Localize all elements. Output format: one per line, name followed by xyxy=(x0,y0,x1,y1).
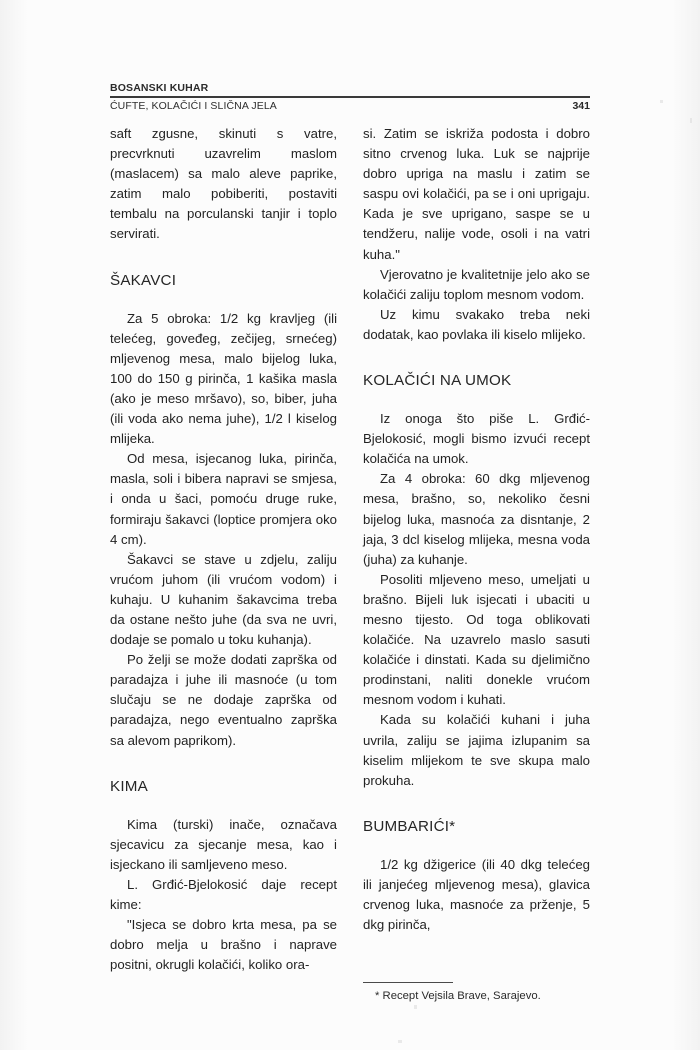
footnote xyxy=(363,982,590,1004)
section-heading-kima: KIMA xyxy=(110,777,148,795)
running-header xyxy=(110,82,590,112)
footnote-text: * Recept Vejsila Brave, Sarajevo. xyxy=(375,990,541,1002)
paragraph: Uz kimu svakako treba neki dodatak, kao povlaka ili kiselo mlijeko. xyxy=(363,306,590,342)
scan-speck xyxy=(414,1005,417,1009)
paragraph: L. Grđić-Bjelokosić daje recept kime: xyxy=(110,876,337,912)
paragraph: Kada su kolačići kuhani i juha uvrila, zaliju se jajima izlupanim sa kiselim mlijekom te sve skupa malo prokuha. xyxy=(363,712,590,788)
paragraph: Od mesa, isjecanog luka, pirinča, masla, soli i bibera napravi se smjesa, i onda u šaci, pomoću druge ruke, formiraju šakavci (loptice promjera oko 4 cm). xyxy=(110,451,337,547)
header-divider xyxy=(110,96,590,98)
spacer xyxy=(110,751,337,777)
body-columns xyxy=(110,124,590,1004)
spacer xyxy=(363,791,590,817)
paragraph: Šakavci se stave u zdjelu, zaliju vrućom juhom (ili vrućom vodom) i kuhaju. U kuhanim šakavcima treba da ostane nešto juhe (da sva ne uvri, dodaje se pomalo u toku kuhanja). xyxy=(110,551,337,648)
spacer xyxy=(110,245,337,271)
scan-speck xyxy=(660,100,663,103)
paragraph-continued: saft zgusne, skinuti s vatre, precvrknuti uzavrelim maslom (maslacem) sa malo aleve paprike, zatim malo pobiberiti, postaviti tembalu na porculanski tanjir i toplo servirati. xyxy=(110,126,337,242)
scan-edge-right xyxy=(672,0,700,1050)
paragraph: 1/2 kg džigerice (ili 40 dkg telećeg ili janjećeg mljevenog mesa), glavica crvenog luka, masnoće za prženje, 5 dkg pirinča, xyxy=(363,856,590,933)
spacer xyxy=(363,837,590,855)
right-column xyxy=(363,124,590,1004)
scan-speck xyxy=(690,118,692,123)
spacer xyxy=(363,391,590,409)
scan-speck xyxy=(398,1040,402,1043)
spacer xyxy=(363,345,590,371)
left-column xyxy=(110,124,337,1004)
paragraph: Za 5 obroka: 1/2 kg kravljeg (ili telećeg, goveđeg, zečijeg, srnećeg) mljevenog mesa, malo bijelog luka, 100 do 150 g pirinča, 1 kašika masla (ako je meso mršavo), so, biber, juha (ili voda ako nema juhe), 1/2 l kiselog mlijeka. xyxy=(110,310,337,447)
paragraph: Vjerovatno je kvalitetnije jelo ako se kolačići zaliju toplom mesnom vodom. xyxy=(363,266,590,302)
paragraph: Za 4 obroka: 60 dkg mljevenog mesa, brašno, so, nekoliko česni bijelog luka, masnoća za disntanje, 2 jaja, 3 dcl kiselog mlijeka, mesna voda (juha) za kuhanje. xyxy=(363,471,590,567)
paragraph: "Isjeca se dobro krta mesa, pa se dobro melja u brašno i naprave positni, okrugli kolačići, koliko ora- xyxy=(110,917,337,973)
header-subtitle-row xyxy=(110,100,590,112)
footnote-divider xyxy=(363,982,453,983)
spacer xyxy=(110,291,337,309)
paragraph: Iz onoga što piše L. Grđić-Bjelokosić, mogli bismo izvući recept kolačića na umok. xyxy=(363,411,590,467)
chapter-title: ĆUFTE, KOLAČIĆI I SLIČNA JELA xyxy=(110,99,277,112)
section-heading-kolacici-na-umok: KOLAČIĆI NA UMOK xyxy=(363,372,512,390)
paragraph-continued: si. Zatim se iskriža podosta i dobro sitno crvenog luka. Luk se najprije dobro upriga na maslu i zatim se saspu ovi kolačići, pa se i oni uprigaju. Kada je sve uprigano, saspe se u tendžeru, nalije vode, osoli i na vatri kuha." xyxy=(363,126,590,262)
section-heading-sakavci: ŠAKAVCI xyxy=(110,271,177,289)
paragraph: Posoliti mljeveno meso, umeljati u brašno. Bijeli luk isjecati i ubaciti u mesno tijesto. Od toga oblikovati kolačiće. Na uzavrelo maslo sasuti kolačiće i dinstati. Kada su djelimično prodinstani, naliti donekle vrućom mesnom vodom i kuhati. xyxy=(363,571,590,708)
paragraph: Kima (turski) inače, označava sjecavicu za sjecanje mesa, kao i isjeckano ili samljeveno meso. xyxy=(110,816,337,872)
page-number: 341 xyxy=(572,99,590,112)
section-heading-bumbarici: BUMBARIĆI* xyxy=(363,817,456,835)
scan-edge-left xyxy=(0,0,28,1050)
spacer xyxy=(110,797,337,815)
paragraph: Po želji se može dodati zaprška od paradajza i juhe ili masnoće (u tom slučaju se ne dodaje zaprška od paradajza, nego eventualno zaprška sa alevom paprikom). xyxy=(110,652,337,748)
book-title: BOSANSKI KUHAR xyxy=(110,82,209,94)
